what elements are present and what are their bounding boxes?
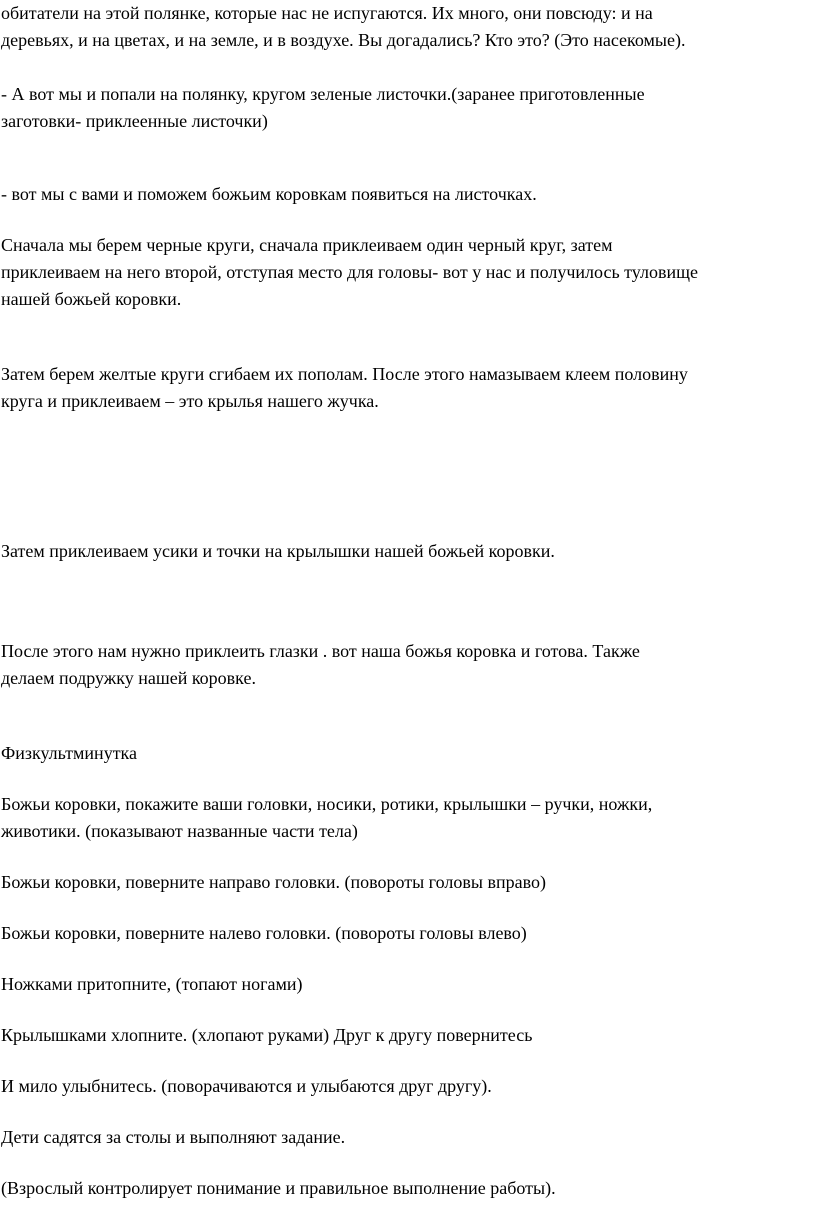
- text-line: деревьях, и на цветах, и на земле, и в воздухе. Вы догадались? Кто это? (Это насекомые).: [1, 30, 686, 50]
- text-line: - А вот мы и попали на полянку, кругом зеленые листочки.(заранее приготовленные: [1, 84, 645, 104]
- paragraph-turn-left: [1, 920, 813, 947]
- text-line: Дети садятся за столы и выполняют задание.: [1, 1127, 346, 1147]
- text-line: круга и приклеиваем – это крылья нашего жучка.: [1, 391, 379, 411]
- paragraph-show-body-parts: [1, 791, 813, 845]
- text-line: Затем приклеиваем усики и точки на крылышки нашей божьей коровки.: [1, 541, 555, 561]
- paragraph-yellow-circles: [1, 361, 813, 415]
- paragraph-eyes: [1, 638, 813, 692]
- text-line: делаем подружку нашей коровке.: [1, 668, 256, 688]
- text-line: Затем берем желтые круги сгибаем их пополам. После этого намазываем клеем половину: [1, 364, 688, 384]
- text-line: Божьи коровки, покажите ваши головки, носики, ротики, крылышки – ручки, ножки,: [1, 794, 653, 814]
- paragraph-insects-intro: [1, 0, 813, 54]
- text-line: (Взрослый контролирует понимание и правильное выполнение работы).: [1, 1178, 556, 1198]
- paragraph-clap: [1, 1022, 813, 1049]
- section-heading-exercise: [1, 740, 813, 767]
- text-line: - вот мы с вами и поможем божьим коровкам появиться на листочках.: [1, 184, 537, 204]
- paragraph-antennae: [1, 538, 813, 565]
- text-line: Физкультминутка: [1, 743, 138, 763]
- text-line: Ножками притопните, (топают ногами): [1, 974, 303, 994]
- text-line: Крылышками хлопните. (хлопают руками) Друг к другу повернитесь: [1, 1025, 533, 1045]
- paragraph-adult-control: [1, 1175, 813, 1202]
- text-line: Сначала мы берем черные круги, сначала приклеиваем один черный круг, затем: [1, 235, 613, 255]
- text-line: И мило улыбнитесь. (поворачиваются и улыбаются друг другу).: [1, 1076, 492, 1096]
- paragraph-meadow: [1, 81, 813, 135]
- text-line: нашей божьей коровки.: [1, 289, 182, 309]
- text-line: Божьи коровки, поверните направо головки. (повороты головы вправо): [1, 872, 546, 892]
- paragraph-turn-right: [1, 869, 813, 896]
- paragraph-black-circles: [1, 232, 813, 313]
- text-line: обитатели на этой полянке, которые нас не испугаются. Их много, они повсюду: и на: [1, 3, 653, 23]
- text-line: Божьи коровки, поверните налево головки. (повороты головы влево): [1, 923, 527, 943]
- text-line: животики. (показывают названные части тела): [1, 821, 358, 841]
- paragraph-task: [1, 1124, 813, 1151]
- text-line: заготовки- приклеенные листочки): [1, 111, 268, 131]
- text-line: приклеиваем на него второй, отступая место для головы- вот у нас и получилось туловище: [1, 262, 698, 282]
- text-line: После этого нам нужно приклеить глазки . вот наша божья коровка и готова. Также: [1, 641, 640, 661]
- paragraph-help-ladybugs: [1, 181, 813, 208]
- paragraph-smile: [1, 1073, 813, 1100]
- paragraph-stomp: [1, 971, 813, 998]
